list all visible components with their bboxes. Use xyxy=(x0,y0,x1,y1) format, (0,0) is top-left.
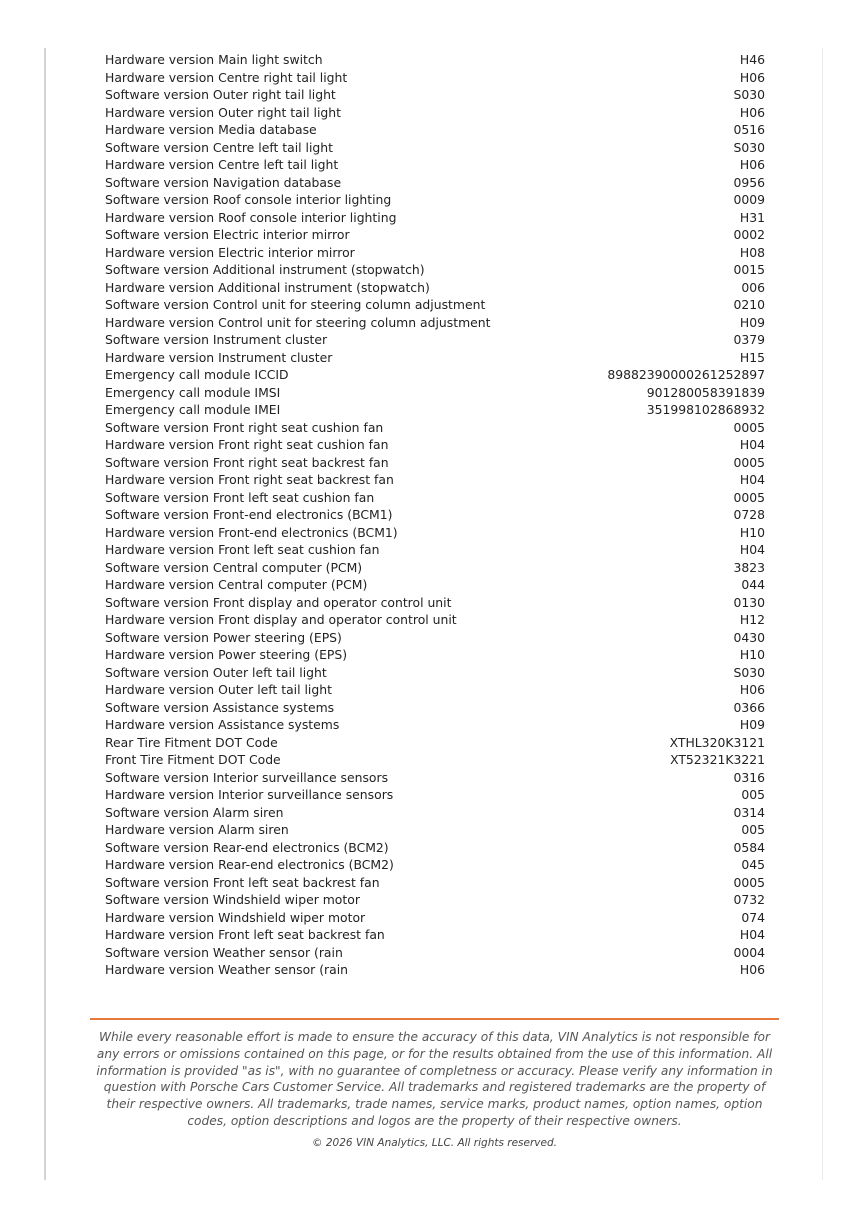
row-value: H06 xyxy=(739,104,765,120)
row-label: Hardware version Centre left tail light xyxy=(105,157,339,172)
row-label: Front Tire Fitment DOT Code xyxy=(105,752,281,767)
row-label: Hardware version Electric interior mirror xyxy=(105,244,355,260)
row-value: H06 xyxy=(739,69,765,85)
row-label: Hardware version Roof console interior lighting xyxy=(105,209,397,225)
row-label: Hardware version Centre right tail light xyxy=(105,69,348,85)
table-row xyxy=(105,506,765,524)
row-value: H04 xyxy=(739,927,765,942)
row-value: XT52321K3221 xyxy=(670,752,765,767)
table-row xyxy=(105,769,765,787)
row-label: Hardware version Assistance systems xyxy=(105,717,340,732)
table-row xyxy=(105,594,765,612)
table-row xyxy=(105,384,765,402)
table-row xyxy=(105,279,765,297)
row-label: Software version Weather sensor (rain xyxy=(105,944,343,960)
table-row xyxy=(105,226,765,244)
table-row xyxy=(105,629,765,647)
row-value: 0015 xyxy=(733,262,765,277)
row-label: Hardware version Front right seat cushion fan xyxy=(105,437,389,452)
table-row xyxy=(105,646,765,664)
row-value: 0430 xyxy=(733,629,765,645)
table-row xyxy=(105,209,765,227)
row-value: 0956 xyxy=(733,174,765,190)
footer-divider xyxy=(90,1018,779,1020)
row-label: Hardware version Front display and operator control unit xyxy=(105,612,457,627)
row-label: Software version Instrument cluster xyxy=(105,332,328,347)
row-label: Software version Front left seat backrest fan xyxy=(105,874,380,890)
row-value: 0005 xyxy=(733,874,765,890)
row-label: Software version Front left seat cushion fan xyxy=(105,489,375,505)
row-value: H04 xyxy=(739,472,765,487)
table-row xyxy=(105,436,765,454)
table-row xyxy=(105,874,765,892)
page-border-left xyxy=(44,48,46,1180)
row-label: Software version Front right seat cushion fan xyxy=(105,419,384,435)
table-row xyxy=(105,296,765,314)
row-label: Hardware version Power steering (EPS) xyxy=(105,647,348,662)
table-row xyxy=(105,716,765,734)
row-value: 0366 xyxy=(733,699,765,715)
table-row xyxy=(105,454,765,472)
table-row xyxy=(105,559,765,577)
row-value: H10 xyxy=(739,647,765,662)
row-label: Software version Interior surveillance sensors xyxy=(105,769,389,785)
row-label: Hardware version Interior surveillance sensors xyxy=(105,787,394,802)
row-label: Hardware version Media database xyxy=(105,122,317,137)
row-value: 0009 xyxy=(733,192,765,207)
row-label: Hardware version Instrument cluster xyxy=(105,349,333,365)
row-label: Emergency call module IMSI xyxy=(105,384,281,400)
table-row xyxy=(105,699,765,717)
row-value: H06 xyxy=(739,157,765,172)
row-value: 0210 xyxy=(733,297,765,312)
row-value: S030 xyxy=(733,139,765,155)
table-row xyxy=(105,349,765,367)
table-row xyxy=(105,944,765,962)
row-label: Hardware version Outer right tail light xyxy=(105,104,341,120)
page-border-right xyxy=(822,48,823,1180)
copyright-text: © 2026 VIN Analytics, LLC. All rights reserved. xyxy=(312,1137,557,1149)
table-row xyxy=(105,314,765,332)
row-label: Hardware version Front left seat backrest fan xyxy=(105,927,385,942)
table-row xyxy=(105,244,765,262)
row-label: Software version Rear-end electronics (BCM2) xyxy=(105,839,389,855)
row-label: Software version Assistance systems xyxy=(105,699,335,715)
table-row xyxy=(105,804,765,822)
row-value: H46 xyxy=(739,52,765,67)
row-label: Software version Centre left tail light xyxy=(105,139,333,155)
row-value: 006 xyxy=(741,279,765,295)
table-row xyxy=(105,821,765,839)
table-row xyxy=(105,926,765,944)
row-label: Hardware version Central computer (PCM) xyxy=(105,577,368,592)
table-row xyxy=(105,86,765,104)
row-label: Software version Windshield wiper motor xyxy=(105,892,360,907)
row-value: S030 xyxy=(733,664,765,680)
spec-table xyxy=(105,51,765,979)
row-label: Software version Navigation database xyxy=(105,174,342,190)
table-row xyxy=(105,366,765,384)
row-value: 3823 xyxy=(733,559,765,575)
row-value: H04 xyxy=(739,437,765,452)
table-row xyxy=(105,751,765,769)
row-value: 0516 xyxy=(733,122,765,137)
table-row xyxy=(105,541,765,559)
row-label: Emergency call module ICCID xyxy=(105,367,289,382)
row-label: Rear Tire Fitment DOT Code xyxy=(105,734,278,750)
row-label: Hardware version Main light switch xyxy=(105,52,323,67)
table-row xyxy=(105,419,765,437)
row-value: 0005 xyxy=(733,454,765,470)
row-value: S030 xyxy=(733,87,765,102)
table-row xyxy=(105,174,765,192)
row-label: Software version Alarm siren xyxy=(105,804,284,820)
table-row xyxy=(105,489,765,507)
row-label: Hardware version Weather sensor (rain xyxy=(105,962,349,977)
row-value: 044 xyxy=(741,577,765,592)
table-row xyxy=(105,856,765,874)
table-row xyxy=(105,961,765,979)
row-value: 0728 xyxy=(733,507,765,522)
table-row xyxy=(105,156,765,174)
row-value: H06 xyxy=(739,682,765,697)
row-label: Hardware version Control unit for steering column adjustment xyxy=(105,314,491,330)
table-row xyxy=(105,69,765,87)
row-label: Hardware version Front-end electronics (BCM1) xyxy=(105,524,398,540)
table-row xyxy=(105,121,765,139)
row-value: H06 xyxy=(739,962,765,977)
row-label: Software version Outer right tail light xyxy=(105,87,336,102)
row-value: 89882390000261252897 xyxy=(607,367,765,382)
table-row xyxy=(105,681,765,699)
row-label: Hardware version Front right seat backrest fan xyxy=(105,472,394,487)
row-label: Software version Electric interior mirror xyxy=(105,227,350,242)
row-label: Hardware version Alarm siren xyxy=(105,822,289,837)
table-row xyxy=(105,524,765,542)
row-value: 0004 xyxy=(733,944,765,960)
row-value: 0584 xyxy=(733,839,765,855)
row-value: 0732 xyxy=(733,892,765,907)
table-row xyxy=(105,664,765,682)
table-row xyxy=(105,104,765,122)
row-label: Software version Front display and operator control unit xyxy=(105,594,452,610)
row-label: Hardware version Rear-end electronics (BCM2) xyxy=(105,857,394,872)
row-value: 351998102868932 xyxy=(646,402,765,417)
table-row xyxy=(105,261,765,279)
table-row xyxy=(105,839,765,857)
row-value: 045 xyxy=(741,857,765,872)
table-row xyxy=(105,786,765,804)
row-value: 0005 xyxy=(733,489,765,505)
table-row xyxy=(105,331,765,349)
row-label: Software version Control unit for steering column adjustment xyxy=(105,297,486,312)
table-row xyxy=(105,51,765,69)
row-value: H08 xyxy=(739,244,765,260)
row-label: Hardware version Front left seat cushion fan xyxy=(105,542,380,557)
row-label: Hardware version Additional instrument (stopwatch) xyxy=(105,279,430,295)
row-value: 0130 xyxy=(733,594,765,610)
row-label: Hardware version Windshield wiper motor xyxy=(105,909,366,925)
row-value: XTHL320K3121 xyxy=(669,734,765,750)
row-label: Software version Power steering (EPS) xyxy=(105,629,342,645)
row-value: 0005 xyxy=(733,419,765,435)
row-value: H04 xyxy=(739,542,765,557)
row-label: Hardware version Outer left tail light xyxy=(105,682,332,697)
table-row xyxy=(105,909,765,927)
row-label: Software version Roof console interior lighting xyxy=(105,192,392,207)
row-label: Software version Front-end electronics (BCM1) xyxy=(105,507,393,522)
table-row xyxy=(105,191,765,209)
row-value: H12 xyxy=(739,612,765,627)
row-value: 005 xyxy=(741,822,765,837)
disclaimer-text: While every reasonable effort is made to ensure the accuracy of this data, VIN Analytics is not responsible for any errors or omissions contained on this page, or for the results obtained from the use of this information. All information is provided "as is", with no guarantee of completness or accuracy. Please verify any information in question with Porsche Cars Customer Service. All trademarks and registered trademarks are the property of their respective owners. All trademarks, trade names, service marks, product names, option names, option codes, option descriptions and logos are the property of their respective owners. xyxy=(96,1030,773,1128)
row-label: Software version Front right seat backrest fan xyxy=(105,454,389,470)
row-label: Emergency call module IMEI xyxy=(105,402,281,417)
row-value: 074 xyxy=(741,909,765,925)
table-row xyxy=(105,611,765,629)
row-value: 901280058391839 xyxy=(646,384,765,400)
table-row xyxy=(105,139,765,157)
table-row xyxy=(105,471,765,489)
table-row xyxy=(105,734,765,752)
row-value: 0002 xyxy=(733,227,765,242)
table-row xyxy=(105,401,765,419)
table-row xyxy=(105,576,765,594)
row-label: Software version Additional instrument (stopwatch) xyxy=(105,262,425,277)
row-value: 0316 xyxy=(733,769,765,785)
row-label: Software version Outer left tail light xyxy=(105,664,327,680)
row-value: H09 xyxy=(739,717,765,732)
row-value: 005 xyxy=(741,787,765,802)
row-value: 0314 xyxy=(733,804,765,820)
table-row xyxy=(105,891,765,909)
row-label: Software version Central computer (PCM) xyxy=(105,559,363,575)
row-value: H15 xyxy=(739,349,765,365)
row-value: 0379 xyxy=(733,332,765,347)
row-value: H31 xyxy=(739,209,765,225)
row-value: H09 xyxy=(739,314,765,330)
row-value: H10 xyxy=(739,524,765,540)
